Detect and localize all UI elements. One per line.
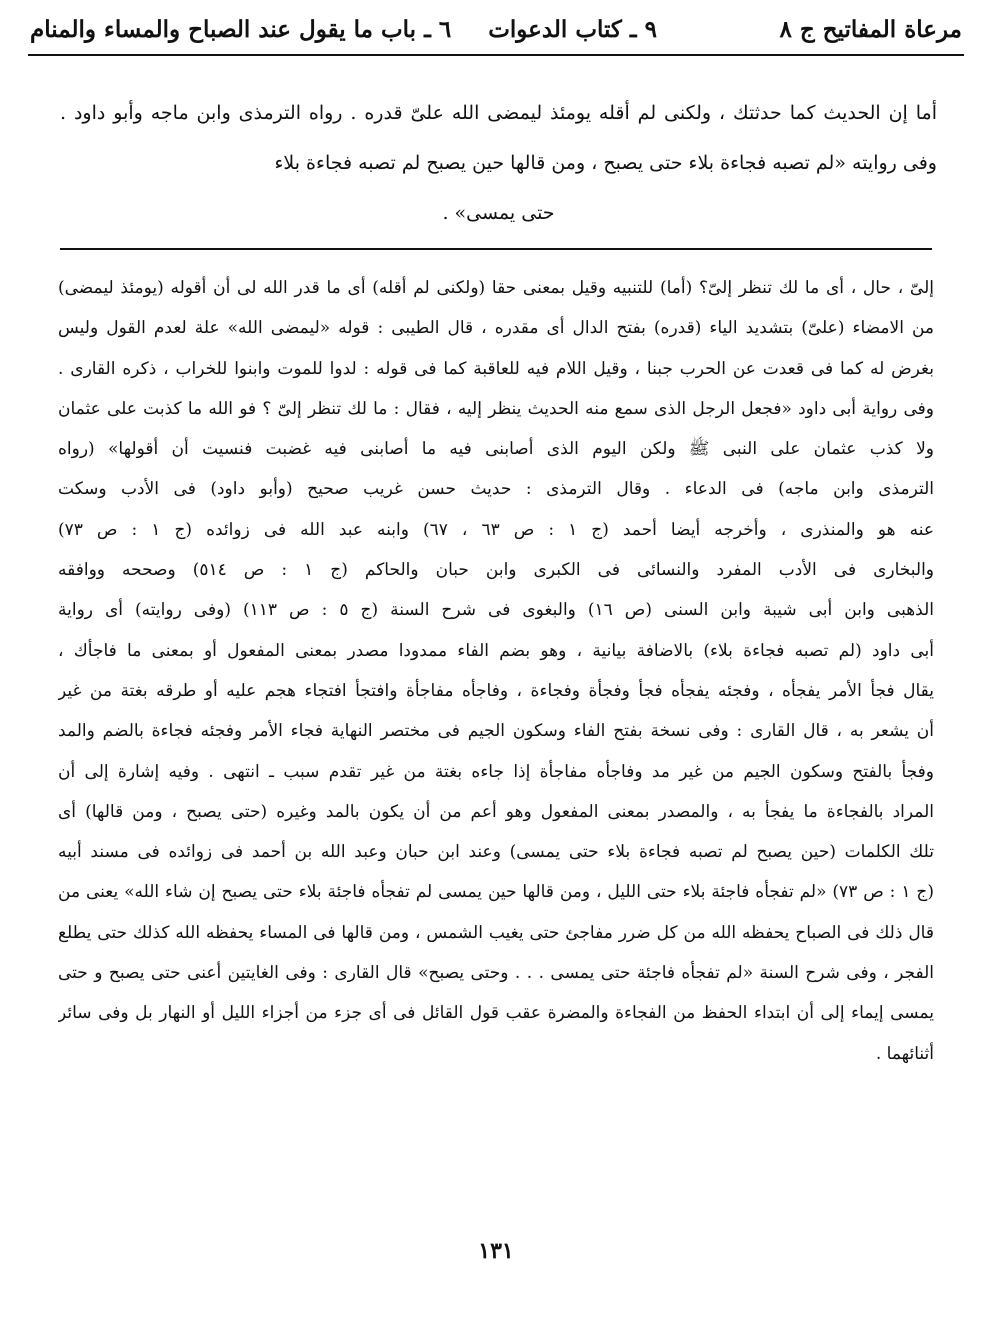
header-rule [28, 54, 964, 56]
commentary-block [58, 268, 934, 1074]
commentary-line: والبخارى فى الأدب المفرد والنسائى فى الكبرى وابن حبان والحاكم (ج ١ : ص ٥١٤) وصححه ووافقه [58, 560, 934, 581]
commentary-line: من الامضاء (علىّ) بتشديد الياء (قدره) بفتح الدال أى مقدره ، قال الطيبى : قوله «ليمضى الله» علة لعدم القول وليس [58, 318, 934, 339]
commentary-line: المراد بالفجاءة ما يفجأ به ، والمصدر بمعنى المفعول وهو أعم من أن يكون بالمد وغيره (حتى يصبح ، ومن قالها) أى [58, 801, 934, 822]
commentary-line: (ج ١ : ص ٧٣) «لم تفجأه فاجئة بلاء حتى الليل ، ومن قالها حين يمسى لم تفجأه فاجئة بلاء حتى يصبح إن شاء الله» يعنى من [58, 882, 934, 903]
commentary-line: ولا كذب عثمان على النبى ﷺ ولكن اليوم الذى أصابنى فيه ما أصابنى فيه غضبت فنسيت أن أقولها» (رواه [58, 439, 934, 460]
commentary-line: وفى رواية أبى داود «فجعل الرجل الذى سمع منه الحديث ينظر إليه ، فقال : ما لك تنظر إلىّ ؟ فو الله ما كذبت على عثمان [58, 398, 934, 419]
section-divider [60, 248, 932, 250]
commentary-line: الذهبى وابن أبى شيبة وابن السنى (ص ١٦) والبغوى فى شرح السنة (ج ٥ : ص ١١٣) (وفى روايته) أى رواية [58, 600, 934, 621]
commentary-line: وفجأ بالفتح وسكون الجيم من غير مد وفاجأه مفاجأة إذا جاءه بغتة من غير تقدم سبب ـ انتهى . وفيه إشارة إلى أن [58, 761, 934, 782]
commentary-line: أبى داود (لم تصبه فجاءة بلاء) بالاضافة بيانية ، وهو بضم الفاء ممدودا مصدر بمعنى المفعول أو بمعنى ما فاجأك ، [58, 640, 934, 661]
commentary-line: تلك الكلمات (حين يصبح لم تصبه فجاءة بلاء حتى يمسى) وعند ابن حبان وعبد الله بن أحمد فى زوائده فى مسند أبيه [58, 842, 934, 863]
commentary-line: يقال فجأ الأمر يفجأه ، وفجئه يفجأه فجأ وفجأة وفجاءة ، وفاجأه مفاجأة وافتجأ افتجاء هجم عليه أو طرقه بغتة من غير [58, 680, 934, 701]
commentary-line: بغرض له كما فى قعدت عن الحرب جبنا ، وقيل اللام فيه للعاقبة كما فى قوله : لدوا للموت وابنوا للخراب ، ذكره القارى . [58, 358, 934, 379]
commentary-line: قال ذلك فى الصباح يحفظه الله من كل ضرر مفاجئ حتى يغيب الشمس ، ومن قالها فى المساء يحفظه الله كذلك حتى يطلع [58, 922, 934, 943]
header-section-title: ٦ ـ باب ما يقول عند الصباح والمساء والمنام [30, 16, 452, 43]
commentary-line: أثنائهما . [875, 1043, 934, 1064]
commentary-line: أن يشعر به ، قال القارى : وفى نسخة بفتح الفاء وسكون الجيم فى مختصر النهاية فجاء الأمر وفجئه فجاءة بالضم والمد [58, 721, 934, 742]
hadith-text [60, 88, 937, 238]
header-chapter-title: ٩ ـ كتاب الدعوات [488, 16, 657, 43]
commentary-line: إلىّ ، حال ، أى ما لك تنظر إلىّ؟ (أما) للتنبيه وقيل بمعنى حقا (ولكنى لم أقله) أى ما قدر الله لى أن أقوله (يومئذ ليمضى) [58, 278, 934, 298]
page-number: ١٣١ [478, 1238, 514, 1264]
page-header [30, 12, 962, 52]
commentary-line: يمسى إيماء إلى أن ابتداء الحفظ من الفجاءة والمضرة عقب قول القائل فى أى جزء من أجزاء الليل أو النهار بل وفى سائر [58, 1003, 934, 1024]
commentary-line: الفجر ، وفى شرح السنة «لم تفجأه فاجئة حتى يمسى . . . وحتى يصبح» قال القارى : وفى الغايتين أعنى حتى يصبح و حتى [58, 963, 934, 984]
commentary-line: الترمذى وابن ماجه) فى الدعاء . وقال الترمذى : حديث حسن غريب صحيح (وأبو داود) فى الأدب وسكت [58, 479, 934, 500]
hadith-paragraph: أما إن الحديث كما حدثتك ، ولكنى لم أقله يومئذ ليمضى الله علىّ قدره . رواه الترمذى وابن ماجه وأبو داود . وفى روايته «لم تصبه فجاءة بلاء حتى يصبح ، ومن قالها حين يصبح لم تصبه فجاءة بلاء [60, 102, 937, 174]
header-book-title: مرعاة المفاتيح ج ٨ [779, 16, 962, 43]
commentary-line: عنه هو والمنذرى ، وأخرجه أيضا أحمد (ج ١ : ص ٦٣ ، ٦٧) وابنه عبد الله فى زوائده (ج ١ : ص ٧٣) [58, 519, 934, 540]
hadith-paragraph-tail: حتى يمسى» . [442, 202, 555, 224]
